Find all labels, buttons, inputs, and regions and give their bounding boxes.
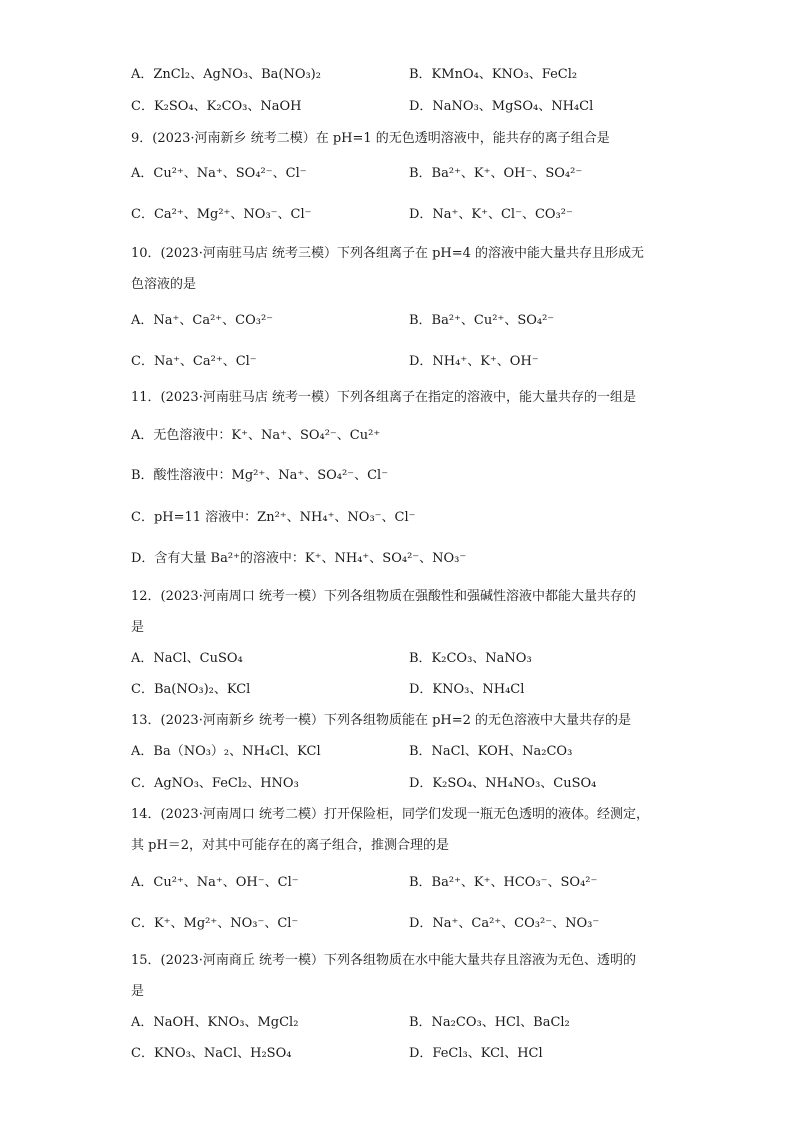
q11-option-c: C．pH=11 溶液中：Zn²⁺、NH₄⁺、NO₃⁻、Cl⁻ [131,510,416,525]
q10-option-b: B．Ba²⁺、Cu²⁺、SO₄²⁻ [409,313,555,328]
q15-option-d: D．FeCl₃、KCl、HCl [409,1046,543,1061]
q8-option-a: A．ZnCl₂、AgNO₃、Ba(NO₃)₂ [131,67,321,82]
q12-option-a: A．NaCl、CuSO₄ [131,651,243,666]
q15-option-b: B．Na₂CO₃、HCl、BaCl₂ [409,1015,570,1030]
q13-option-d: D．K₂SO₄、NH₄NO₃、CuSO₄ [409,776,597,791]
q8-option-b: B．KMnO₄、KNO₃、FeCl₂ [409,67,578,82]
q13-stem: 13．(2023·河南新乡 统考一模）下列各组物质能在 pH=2 的无色溶液中大量共存的是 [131,713,632,728]
q11-option-d: D．含有大量 Ba²⁺的溶液中：K⁺、NH₄⁺、SO₄²⁻、NO₃⁻ [131,551,467,566]
q12-option-d: D．KNO₃、NH₄Cl [409,682,525,697]
q9-option-d: D．Na⁺、K⁺、Cl⁻、CO₃²⁻ [409,207,573,222]
q9-option-a: A．Cu²⁺、Na⁺、SO₄²⁻、Cl⁻ [131,166,307,181]
q14-option-d: D．Na⁺、Ca²⁺、CO₃²⁻、NO₃⁻ [409,916,600,931]
q10-option-c: C．Na⁺、Ca²⁺、Cl⁻ [131,354,257,369]
q10-option-d: D．NH₄⁺、K⁺、OH⁻ [409,354,539,369]
q12-option-c: C．Ba(NO₃)₂、KCl [131,682,251,697]
q14-option-b: B．Ba²⁺、K⁺、HCO₃⁻、SO₄²⁻ [409,875,598,890]
q13-option-b: B．NaCl、KOH、Na₂CO₃ [409,744,573,759]
q9-stem: 9．(2023·河南新乡 统考二模）在 pH=1 的无色透明溶液中，能共存的离子组合是 [131,131,610,146]
q9-option-c: C．Ca²⁺、Mg²⁺、NO₃⁻、Cl⁻ [131,207,312,222]
q11-option-a: A．无色溶液中：K⁺、Na⁺、SO₄²⁻、Cu²⁺ [131,428,381,443]
q15-stem-line1: 15．(2023·河南商丘 统考一模）下列各组物质在水中能大量共存且溶液为无色、透明的 [131,953,636,968]
q14-option-c: C．K⁺、Mg²⁺、NO₃⁻、Cl⁻ [131,916,299,931]
q12-option-b: B．K₂CO₃、NaNO₃ [409,651,532,666]
q15-stem-line2: 是 [131,984,145,999]
q12-stem-line1: 12．(2023·河南周口 统考一模）下列各组物质在强酸性和强碱性溶液中都能大量共存的 [131,589,636,604]
q10-stem-line2: 色溶液的是 [131,277,197,292]
q12-stem-line2: 是 [131,620,145,635]
q13-option-a: A．Ba（NO₃）₂、NH₄Cl、KCl [131,744,321,759]
q10-option-a: A．Na⁺、Ca²⁺、CO₃²⁻ [131,313,274,328]
q8-option-c: C．K₂SO₄、K₂CO₃、NaOH [131,99,302,114]
q11-option-b: B．酸性溶液中：Mg²⁺、Na⁺、SO₄²⁻、Cl⁻ [131,468,389,483]
q9-option-b: B．Ba²⁺、K⁺、OH⁻、SO₄²⁻ [409,166,583,181]
q10-stem-line1: 10．(2023·河南驻马店 统考三模）下列各组离子在 pH=4 的溶液中能大量共存且形成无 [131,246,645,261]
q11-stem: 11．(2023·河南驻马店 统考一模）下列各组离子在指定的溶液中，能大量共存的一组是 [131,390,636,405]
q13-option-c: C．AgNO₃、FeCl₂、HNO₃ [131,776,299,791]
q8-option-d: D．NaNO₃、MgSO₄、NH₄Cl [409,99,594,114]
q15-option-a: A．NaOH、KNO₃、MgCl₂ [131,1015,299,1030]
q14-option-a: A．Cu²⁺、Na⁺、OH⁻、Cl⁻ [131,875,299,890]
q15-option-c: C．KNO₃、NaCl、H₂SO₄ [131,1046,292,1061]
q14-stem-line2: 其 pH＝2，对其中可能存在的离子组合，推测合理的是 [131,838,450,853]
q14-stem-line1: 14．(2023·河南周口 统考二模）打开保险柜，同学们发现一瓶无色透明的液体。经测定， [131,807,649,822]
